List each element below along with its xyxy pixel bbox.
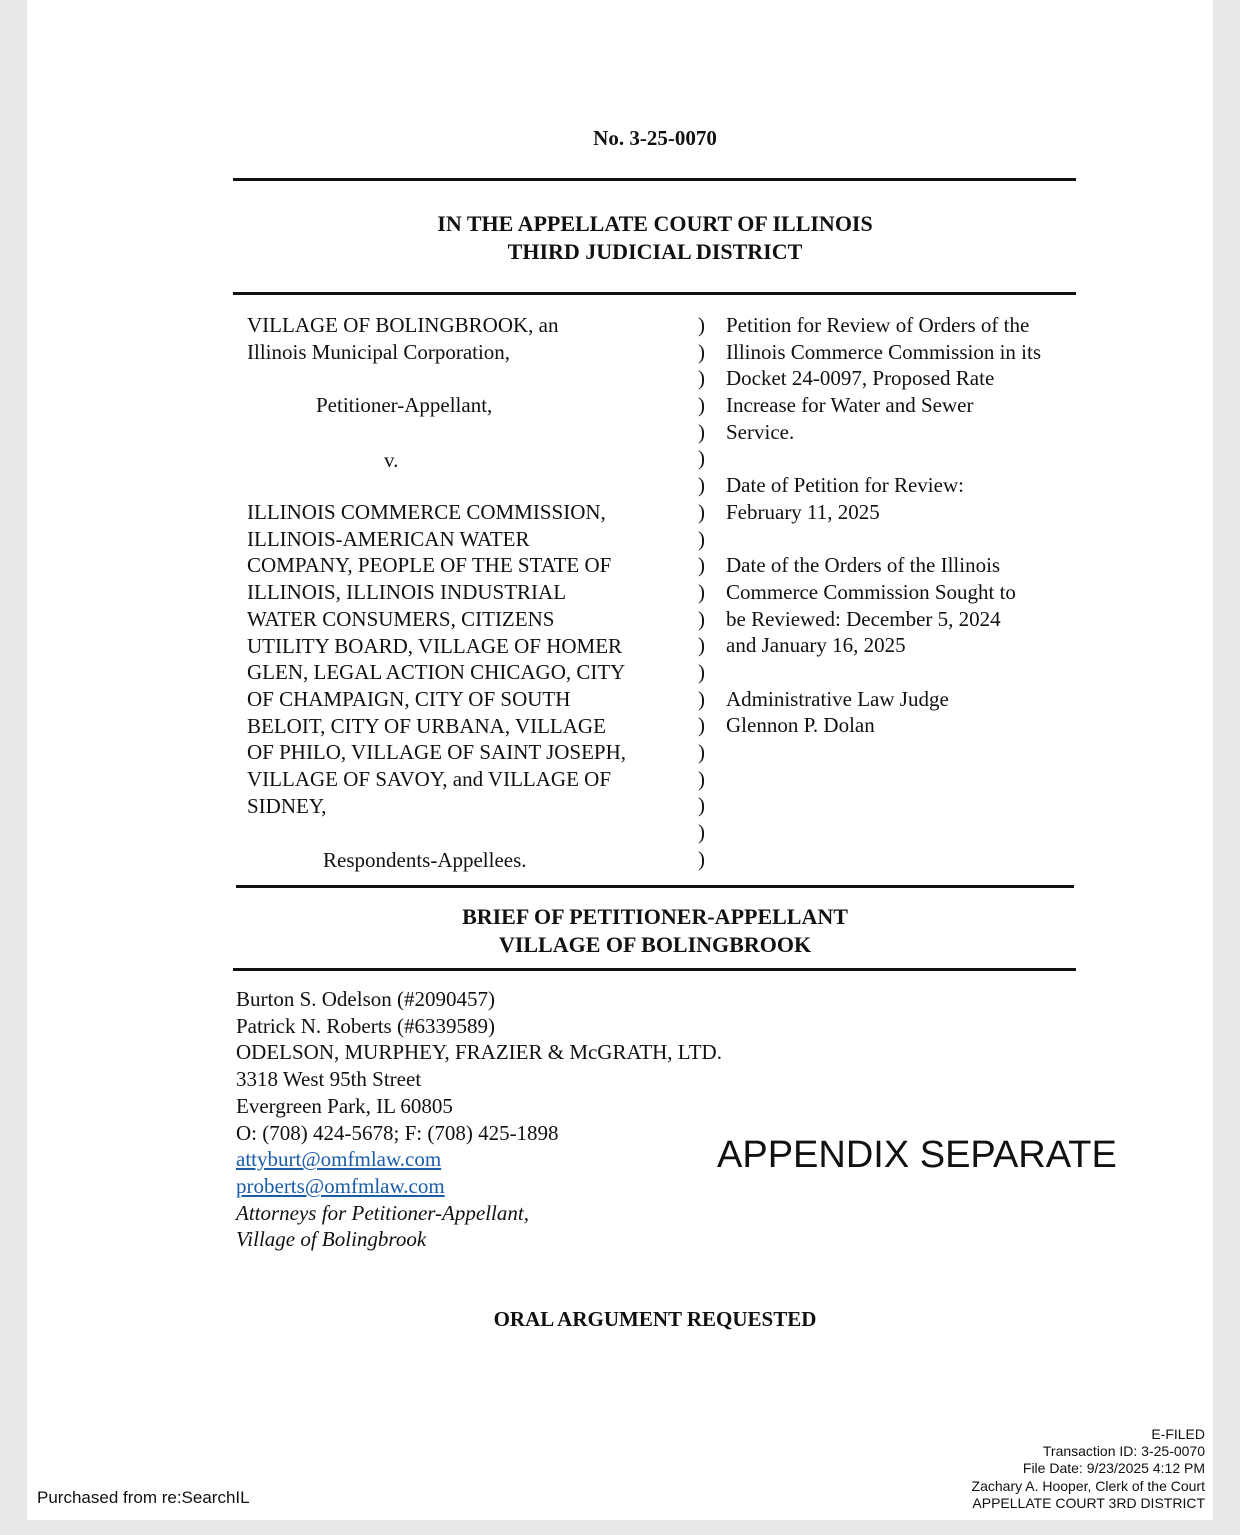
paren: )	[698, 713, 705, 738]
paren: )	[698, 793, 705, 818]
detail-line	[726, 659, 1041, 686]
detail-line: be Reviewed: December 5, 2024	[726, 606, 1001, 631]
paren: )	[698, 766, 705, 791]
appendix-separate-stamp: APPENDIX SEPARATE	[717, 1134, 1117, 1176]
paren: )	[698, 606, 705, 631]
respondent-line: OF PHILO, VILLAGE OF SAINT JOSEPH,	[247, 740, 627, 765]
brief-title-line: BRIEF OF PETITIONER-APPELLANT	[462, 904, 848, 929]
paren: )	[698, 633, 705, 658]
respondent-line: SIDNEY,	[247, 793, 327, 818]
respondent-line: ILLINOIS, ILLINOIS INDUSTRIAL	[247, 580, 567, 605]
caption-parens	[698, 312, 705, 872]
paren: )	[698, 820, 705, 845]
email-link-attyburt[interactable]: attyburt@omfmlaw.com	[236, 1147, 442, 1172]
transaction-id: Transaction ID: 3-25-0070	[1042, 1443, 1205, 1460]
address-city: Evergreen Park, IL 60805	[236, 1093, 453, 1118]
document-page	[27, 0, 1213, 1520]
respondent-line: COMPANY, PEOPLE OF THE STATE OF	[247, 553, 612, 578]
respondent-line: BELOIT, CITY OF URBANA, VILLAGE	[247, 713, 606, 738]
paren: )	[698, 313, 705, 337]
address-street: 3318 West 95th Street	[236, 1067, 422, 1092]
respondent-role: Respondents-Appellees.	[323, 848, 527, 872]
paren: )	[698, 686, 705, 711]
attorney-line: Burton S. Odelson (#2090457)	[236, 987, 495, 1011]
attorney-role: Attorneys for Petitioner-Appellant,	[236, 1200, 529, 1225]
client-name: Village of Bolingbrook	[236, 1227, 427, 1252]
detail-line	[726, 526, 1041, 553]
detail-line: Increase for Water and Sewer	[726, 393, 974, 418]
attorney-line: Patrick N. Roberts (#6339589)	[236, 1013, 495, 1038]
respondent-line: ILLINOIS-AMERICAN WATER	[247, 526, 530, 551]
detail-line: Commerce Commission Sought to	[726, 579, 1016, 604]
efiled-label: E-FILED	[1151, 1426, 1205, 1442]
paren: )	[698, 659, 705, 684]
paren: )	[698, 553, 705, 578]
detail-line: Administrative Law Judge	[726, 686, 949, 711]
proceeding-details	[726, 312, 1041, 739]
detail-line	[726, 445, 1041, 472]
court-name: IN THE APPELLATE COURT OF ILLINOIS	[437, 211, 873, 236]
detail-line: Date of Petition for Review:	[726, 473, 964, 498]
brief-title	[27, 903, 1240, 959]
detail-line: Petition for Review of Orders of the	[726, 313, 1030, 337]
paren: )	[698, 740, 705, 764]
court-district-stamp: APPELLATE COURT 3RD DISTRICT	[972, 1494, 1205, 1511]
respondent-line: VILLAGE OF SAVOY, and VILLAGE OF	[247, 767, 612, 792]
paren: )	[698, 419, 705, 444]
paren: )	[698, 526, 705, 551]
phone-fax: O: (708) 424-5678; F: (708) 425-1898	[236, 1120, 559, 1145]
detail-line: Glennon P. Dolan	[726, 713, 875, 738]
respondent-line: WATER CONSUMERS, CITIZENS	[247, 606, 555, 631]
divider-caption-bottom	[236, 885, 1074, 888]
oral-argument-requested: ORAL ARGUMENT REQUESTED	[493, 1307, 817, 1331]
clerk-name: Zachary A. Hooper, Clerk of the Court	[971, 1477, 1205, 1494]
paren: )	[698, 446, 705, 471]
detail-line: Illinois Commerce Commission in its	[726, 339, 1041, 364]
respondent-line: OF CHAMPAIGN, CITY OF SOUTH	[247, 686, 571, 711]
paren: )	[698, 339, 705, 364]
file-date: File Date: 9/23/2025 4:12 PM	[1022, 1460, 1205, 1477]
petitioner-role: Petitioner-Appellant,	[316, 393, 493, 417]
respondent-line: UTILITY BOARD, VILLAGE OF HOMER	[247, 633, 623, 658]
paren: )	[698, 579, 705, 604]
respondent-line: GLEN, LEGAL ACTION CHICAGO, CITY	[247, 660, 626, 685]
respondents-block	[247, 499, 626, 819]
brief-title-line: VILLAGE OF BOLINGBROOK	[498, 932, 812, 957]
paren: )	[698, 499, 705, 524]
detail-line: February 11, 2025	[726, 499, 880, 524]
case-number: No. 3-25-0070	[593, 126, 717, 150]
detail-line: Date of the Orders of the Illinois	[726, 553, 1001, 578]
detail-line: Service.	[726, 419, 795, 444]
court-heading	[27, 210, 1240, 266]
detail-line: Docket 24-0097, Proposed Rate	[726, 366, 995, 391]
firm-name: ODELSON, MURPHEY, FRAZIER & McGRATH, LTD.	[236, 1040, 722, 1065]
detail-line: and January 16, 2025	[726, 633, 906, 658]
paren: )	[698, 366, 705, 391]
petitioner-line: VILLAGE OF BOLINGBROOK, an	[247, 313, 559, 337]
divider-brief-bottom	[233, 968, 1076, 971]
efiled-stamp	[972, 1426, 1205, 1512]
court-district: THIRD JUDICIAL DISTRICT	[507, 239, 803, 264]
paren: )	[698, 393, 705, 418]
purchased-from-note: Purchased from re:SearchIL	[37, 1488, 250, 1507]
paren: )	[698, 473, 705, 498]
petitioner-line: Illinois Municipal Corporation,	[247, 339, 511, 364]
petitioner-block	[247, 312, 558, 365]
versus: v.	[384, 448, 399, 472]
respondent-line: ILLINOIS COMMERCE COMMISSION,	[247, 500, 606, 524]
attorney-block	[236, 986, 722, 1253]
divider-top	[233, 178, 1076, 181]
email-link-proberts[interactable]: proberts@omfmlaw.com	[236, 1173, 445, 1198]
divider-caption-top	[233, 292, 1076, 295]
paren: )	[698, 846, 705, 871]
